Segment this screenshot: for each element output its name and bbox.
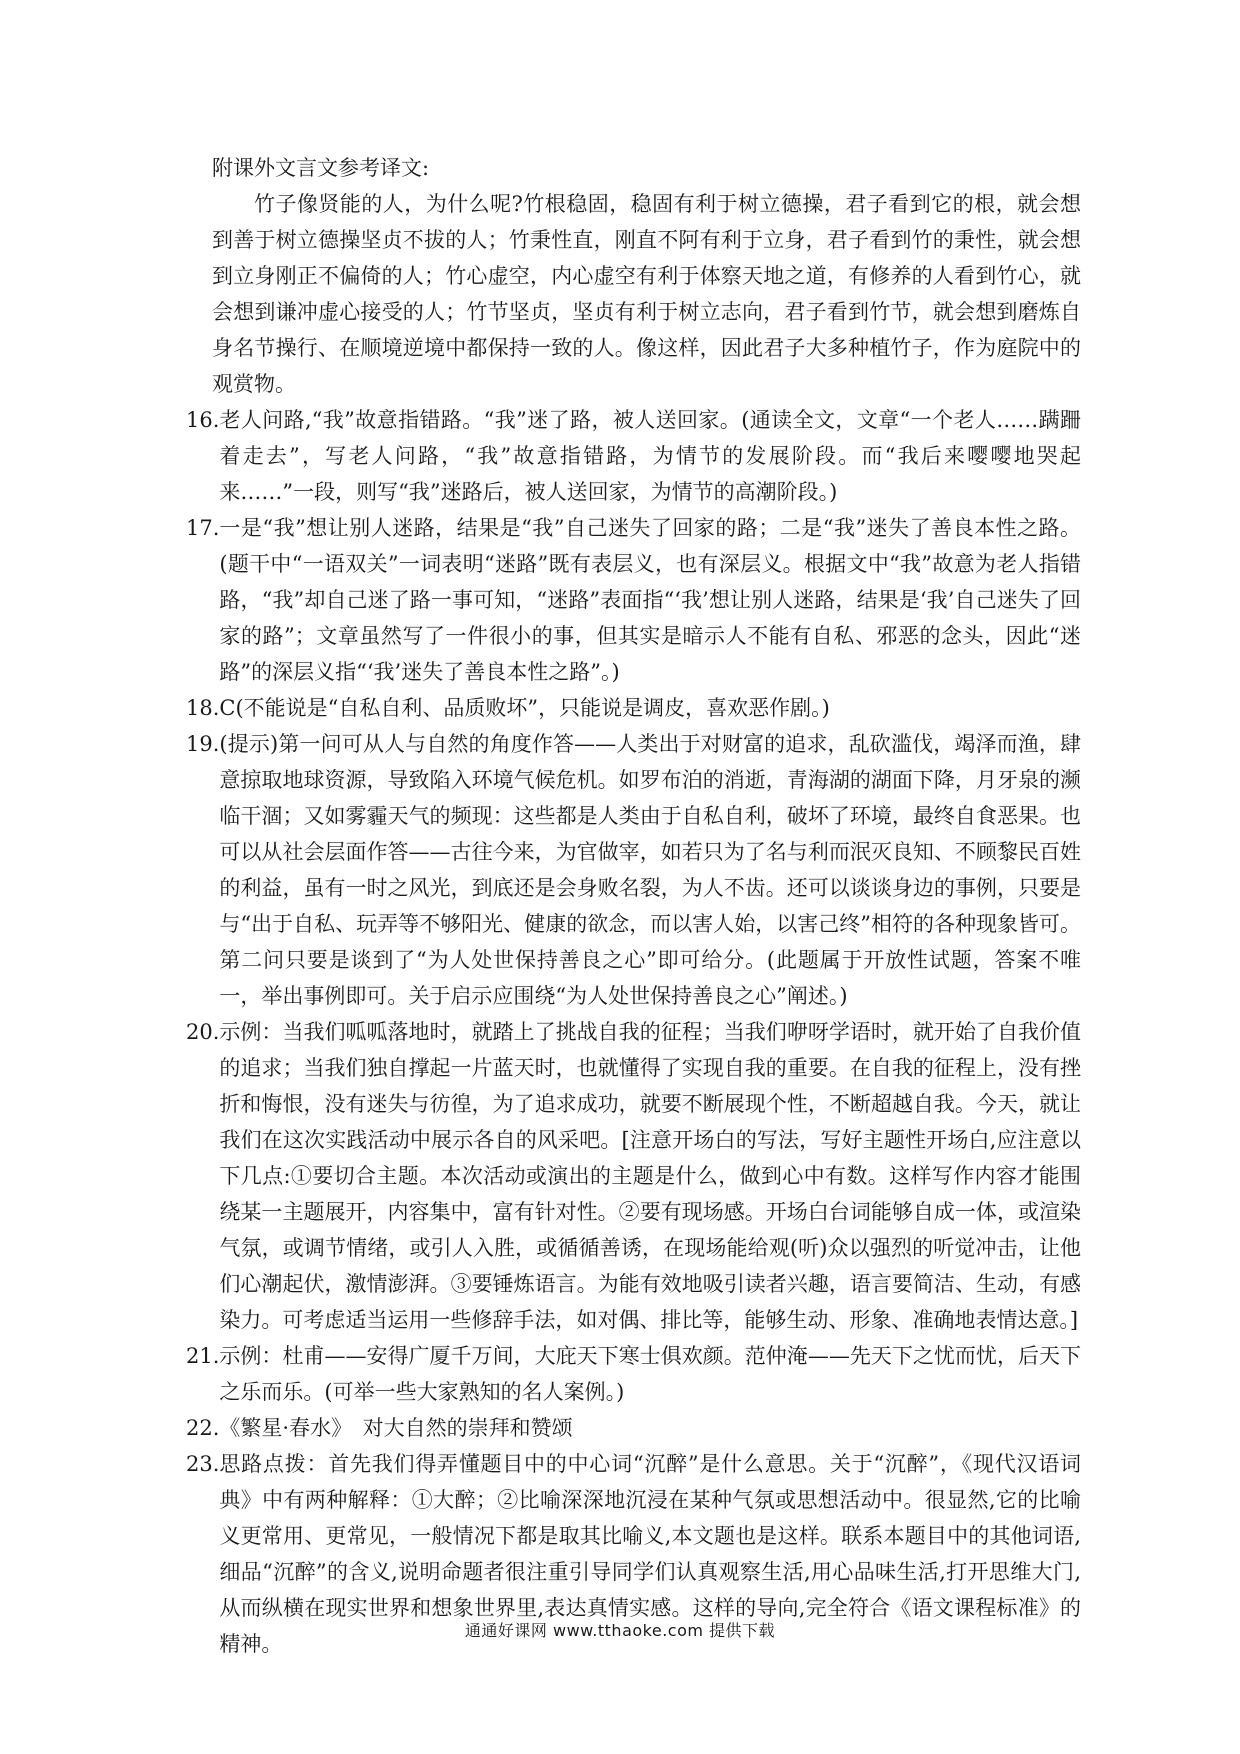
answer-number: 17. — [186, 516, 220, 540]
answer-number: 16. — [186, 408, 220, 432]
answer-item-21 — [186, 1338, 1081, 1410]
answer-text: C(不能说是“自私自利、品质败坏”，只能说是调皮，喜欢恶作剧。) — [219, 696, 830, 720]
answer-number: 19. — [186, 732, 220, 756]
answer-text: 老人问路,“我”故意指错路。“我”迷了路，被人送回家。(通读全文，文章“一个老人……蹒跚着走去”，写老人问路，“我”故意指错路，为情节的发展阶段。而“我后来嘤嘤地哭起来……”一段，则写“我”迷路后，被人送回家，为情节的高潮阶段。) — [219, 408, 1081, 504]
answer-number: 23. — [186, 1452, 220, 1476]
answer-number: 22. — [186, 1416, 220, 1440]
answer-text: 《繁星·春水》 对大自然的崇拜和赞颂 — [219, 1416, 573, 1440]
appendix-heading: 附课外文言文参考译文: — [212, 156, 430, 180]
answer-text: 思路点拨：首先我们得弄懂题目中的中心词“沉醉”是什么意思。关于“沉醉”，《现代汉语词典》中有两种解释：①大醉；②比喻深深地沉浸在某种气氛或思想活动中。很显然,它的比喻义更常用、更常见，一般情况下都是取其比喻义,本文题也是这样。联系本题目中的其他词语,细品“沉醉”的含义,说明命题者很注重引导同学们认真观察生活,用心品味生活,打开思维大门,从而纵横在现实世界和想象世界里,表达真情实感。这样的导向,完全符合《语文课程标准》的精神。 — [219, 1452, 1081, 1656]
answer-text: 示例：杜甫——安得广厦千万间，大庇天下寒士俱欢颜。范仲淹——先天下之忧而忧，后天下之乐而乐。(可举一些大家熟知的名人案例。) — [219, 1344, 1081, 1404]
answer-item-16 — [186, 402, 1081, 510]
answer-number: 18. — [186, 696, 220, 720]
answer-text: 一是“我”想让别人迷路，结果是“我”自己迷失了回家的路；二是“我”迷失了善良本性之路。(题干中“一语双关”一词表明“迷路”既有表层义，也有深层义。根据文中“我”故意为老人指错路，“我”却自己迷了路一事可知，“迷路”表面指“‘我’想让别人迷路，结果是‘我’自己迷失了回家的路”；文章虽然写了一件很小的事，但其实是暗示人不能有自私、邪恶的念头，因此“迷路”的深层义指“‘我’迷失了善良本性之路”。) — [219, 516, 1081, 684]
answer-item-22 — [186, 1410, 1081, 1446]
document-body — [186, 150, 1081, 1662]
answer-item-17 — [186, 510, 1081, 690]
answer-number: 21. — [186, 1344, 220, 1368]
answer-item-20 — [186, 1014, 1081, 1338]
answer-item-19 — [186, 726, 1081, 1014]
page-footer: 通通好课网 www.tthaoke.com 提供下载 — [464, 1621, 776, 1640]
translation-paragraph: 竹子像贤能的人，为什么呢?竹根稳固，稳固有利于树立德操，君子看到它的根，就会想到善于树立德操坚贞不拔的人；竹秉性直，刚直不阿有利于立身，君子看到竹的秉性，就会想到立身刚正不偏倚的人；竹心虚空，内心虚空有利于体察天地之道，有修养的人看到竹心，就会想到谦冲虚心接受的人；竹节坚贞，坚贞有利于树立志向，君子看到竹节，就会想到磨炼自身名节操行、在顺境逆境中都保持一致的人。像这样，因此君子大多种植竹子，作为庭院中的观赏物。 — [212, 192, 1081, 396]
answer-text: 示例：当我们呱呱落地时，就踏上了挑战自我的征程；当我们咿呀学语时，就开始了自我价值的追求；当我们独自撑起一片蓝天时，也就懂得了实现自我的重要。在自我的征程上，没有挫折和悔恨，没有迷失与彷徨，为了追求成功，就要不断展现个性，不断超越自我。今天，就让我们在这次实践活动中展示各自的风采吧。[注意开场白的写法，写好主题性开场白,应注意以下几点:①要切合主题。本次活动或演出的主题是什么，做到心中有数。这样写作内容才能围绕某一主题展开，内容集中，富有针对性。②要有现场感。开场白台词能够自成一体，或渲染气氛，或调节情绪，或引人入胜，或循循善诱，在现场能给观(听)众以强烈的听觉冲击，让他们心潮起伏，激情澎湃。③要锤炼语言。为能有效地吸引读者兴趣，语言要简洁、生动，有感染力。可考虑适当运用一些修辞手法，如对偶、排比等，能够生动、形象、准确地表情达意。] — [219, 1020, 1081, 1332]
answer-number: 20. — [186, 1020, 220, 1044]
answer-item-18 — [186, 690, 1081, 726]
answer-text: (提示)第一问可从人与自然的角度作答——人类出于对财富的追求，乱砍滥伐，竭泽而渔，肆意掠取地球资源，导致陷入环境气候危机。如罗布泊的消逝，青海湖的湖面下降，月牙泉的濒临干涸；又如雾霾天气的频现：这些都是人类由于自私自利，破坏了环境，最终自食恶果。也可以从社会层面作答——古往今来，为官做宰，如若只为了名与利而泯灭良知、不顾黎民百姓的利益，虽有一时之风光，到底还是会身败名裂，为人不齿。还可以谈谈身边的事例，只要是与“出于自私、玩弄等不够阳光、健康的欲念，而以害人始，以害己终”相符的各种现象皆可。第二问只要是谈到了“为人处世保持善良之心”即可给分。(此题属于开放性试题，答案不唯一，举出事例即可。关于启示应围绕“为人处世保持善良之心”阐述。) — [219, 732, 1081, 1008]
